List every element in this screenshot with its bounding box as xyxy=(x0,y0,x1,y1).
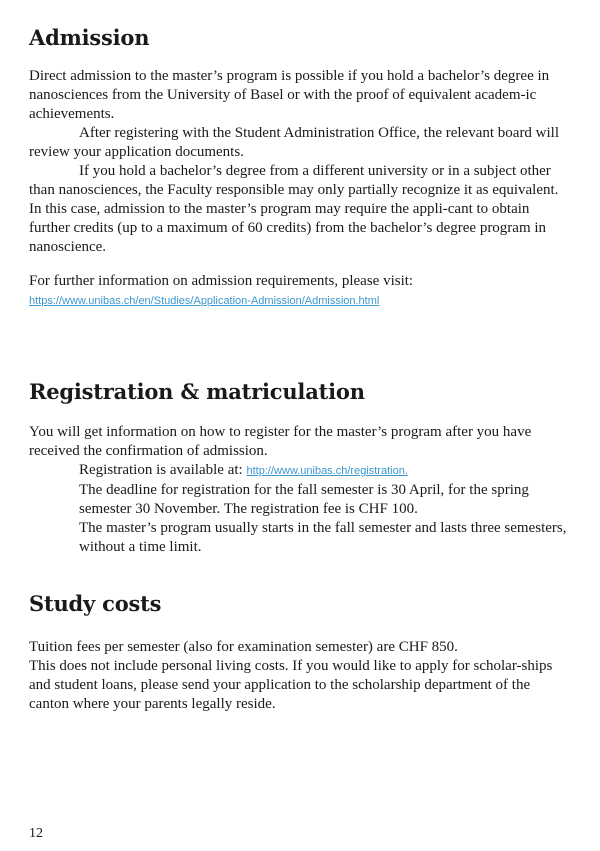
admission-section xyxy=(29,67,569,257)
registration-deadline: The deadline for registration for the fall semester is 30 April, for the spring semester 30 November. The registration fee is CHF 100. xyxy=(79,482,529,517)
registration-start: The master’s program usually starts in the fall semester and lasts three semesters, without a time limit. xyxy=(79,520,567,555)
document-page xyxy=(29,0,574,851)
costs-section xyxy=(29,638,569,714)
costs-heading: Study costs xyxy=(29,591,162,616)
admission-link[interactable]: https://www.unibas.ch/en/Studies/Application-Admission/Admission.html xyxy=(29,295,380,307)
registration-paragraph-1: You will get information on how to register for the master’s program after you have received the confirmation of admission. xyxy=(29,424,532,459)
registration-heading: Registration & matriculation xyxy=(29,379,365,404)
admission-heading: Admission xyxy=(29,25,150,50)
registration-link[interactable]: http://www.unibas.ch/registration. xyxy=(246,465,408,477)
costs-tuition: Tuition fees per semester (also for examination semester) are CHF 850. xyxy=(29,639,458,655)
admission-paragraph-3: If you hold a bachelor’s degree from a different university or in a subject other than nanosciences, the Faculty responsible may only partially recognize it as equivalent. In this case, admission to the master’s program may require the appli-cant to obtain further credits (up to a maximum of 60 credits) from the bachelor’s degree program in nanoscience. xyxy=(29,163,559,255)
page-number: 12 xyxy=(29,826,43,841)
admission-paragraph-1: Direct admission to the master’s program is possible if you hold a bachelor’s degree in nanosciences from the University of Basel or with the proof of equivalent academ-ic achievements. xyxy=(29,68,550,122)
registration-available-text: Registration is available at: xyxy=(79,462,243,478)
registration-section xyxy=(29,423,569,557)
costs-living: This does not include personal living costs. If you would like to apply for scholar-ships and student loans, please send your application to the scholarship department of the canton where your parents legally reside. xyxy=(29,658,553,712)
admission-info xyxy=(29,272,569,311)
admission-info-text: For further information on admission requirements, please visit: xyxy=(29,273,414,289)
registration-available xyxy=(29,461,569,481)
admission-paragraph-2: After registering with the Student Administration Office, the relevant board will review your application documents. xyxy=(29,125,560,160)
